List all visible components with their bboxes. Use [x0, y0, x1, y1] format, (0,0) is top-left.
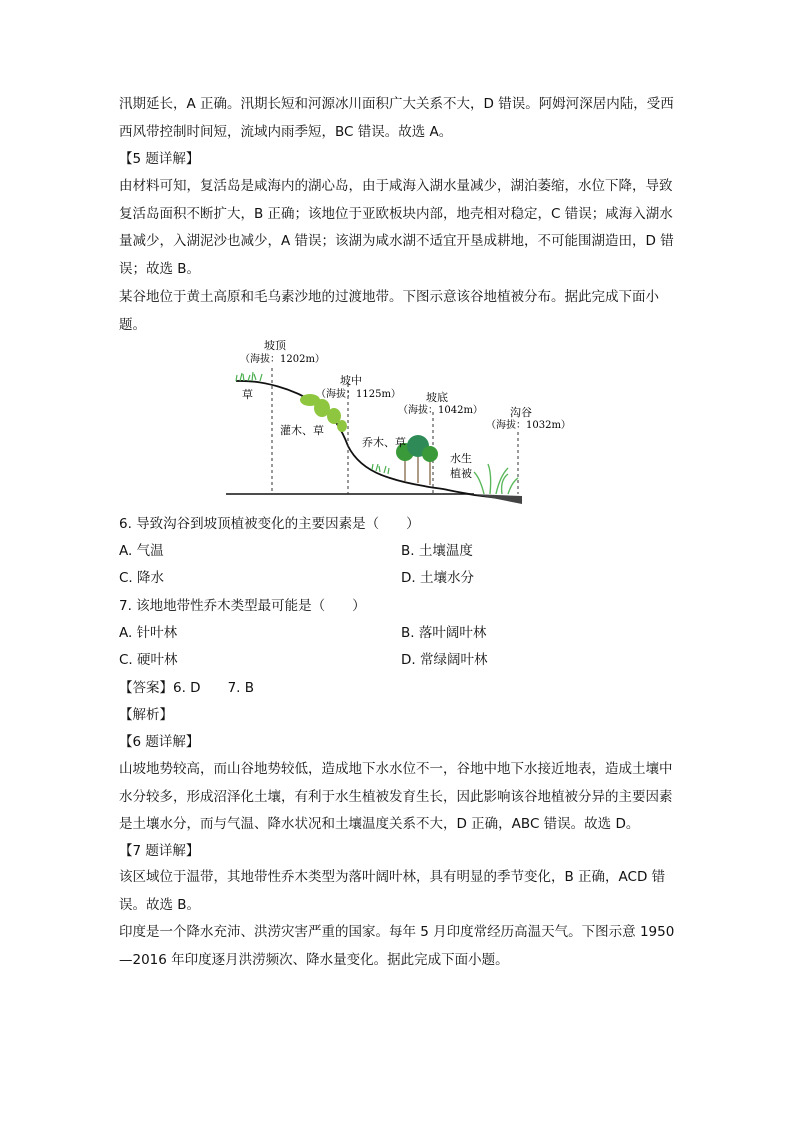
label-aquatic-1: 水生	[450, 452, 472, 465]
q7-option-a[interactable]: A. 针叶林	[119, 625, 178, 641]
paragraph-q4-end: 汛期延长，A 正确。汛期长短和河源冰川面积广大关系不大，D 错误。阿姆河深居内陆，受西西风带控制时间短，流域内雨季短，BC 错误。故选 A。	[119, 96, 674, 140]
q6-option-a[interactable]: A. 气温	[119, 543, 164, 559]
gully-bed	[472, 494, 522, 504]
heading-q5-detail: 【5 题详解】	[119, 151, 200, 167]
label-mid-elev: （海拔：1125m）	[316, 389, 401, 400]
q6-option-d[interactable]: D. 土壤水分	[401, 570, 474, 586]
label-shrub-grass: 灌木、草	[280, 424, 324, 437]
label-tree-grass: 乔木、草	[362, 436, 406, 449]
label-grass: 草	[242, 388, 253, 401]
q7-stem: 7. 该地地带性乔木类型最可能是（ ）	[119, 598, 366, 614]
label-top-elev: （海拔：1202m）	[240, 354, 325, 365]
q6-option-b[interactable]: B. 土壤温度	[401, 543, 473, 559]
label-bottom-name: 坡底	[426, 391, 448, 404]
q6-option-c[interactable]: C. 降水	[119, 570, 165, 586]
answer-line: 【答案】6. D 7. B	[119, 680, 254, 696]
grass-top	[236, 372, 262, 381]
label-aquatic-2: 植被	[450, 467, 472, 480]
label-bottom-elev: （海拔：1042m）	[398, 405, 483, 416]
paragraph-intro: 某谷地位于黄土高原和毛乌素沙地的过渡地带。下图示意该谷地植被分布。据此完成下面小题。	[119, 289, 659, 333]
paragraph-q7-detail: 该区域位于温带，其地带性乔木类型为落叶阔叶林，具有明显的季节变化，B 正确，ACD 错误。故选 B。	[119, 869, 666, 913]
q7-option-c[interactable]: C. 硬叶林	[119, 652, 178, 668]
aquatic-plants	[474, 464, 518, 494]
paragraph-q5-detail: 由材料可知，复活岛是咸海内的湖心岛，由于咸海入湖水量减少，湖泊萎缩，水位下降，导致复活岛面积不断扩大，B 正确；该地位于亚欧板块内部，地壳相对稳定，C 错误；咸海入湖水量减少，入湖泥沙也减少，A 错误；该湖为咸水湖不适宜开垦成耕地，不可能围湖造田，D 错误；故选 B。	[119, 178, 674, 277]
q6-stem: 6. 导致沟谷到坡顶植被变化的主要因素是（ ）	[119, 516, 420, 532]
label-top-name: 坡顶	[264, 339, 286, 352]
q7-option-b[interactable]: B. 落叶阔叶林	[401, 625, 487, 641]
valley-vegetation-diagram	[222, 338, 571, 510]
q7-option-d[interactable]: D. 常绿阔叶林	[401, 652, 488, 668]
label-gully-name: 沟谷	[510, 406, 532, 419]
analysis-heading: 【解析】	[119, 707, 173, 723]
label-gully-elev: （海拔：1032m）	[486, 420, 571, 431]
label-mid-name: 坡中	[340, 374, 362, 387]
paragraph-next-intro: 印度是一个降水充沛、洪涝灾害严重的国家。每年 5 月印度常经历高温天气。下图示意 1950—2016 年印度逐月洪涝频次、降水量变化。据此完成下面小题。	[119, 924, 675, 968]
heading-q7-detail: 【7 题详解】	[119, 843, 200, 859]
heading-q6-detail: 【6 题详解】	[119, 734, 200, 750]
paragraph-q6-detail: 山坡地势较高，而山谷地势较低，造成地下水水位不一，谷地中地下水接近地表，造成土壤中水分较多，形成沼泽化土壤，有利于水生植被发育生长，因此影响该谷地植被分异的主要因素是土壤水分，而与气温、降水状况和土壤温度关系不大，D 正确，ABC 错误。故选 D。	[119, 761, 673, 833]
